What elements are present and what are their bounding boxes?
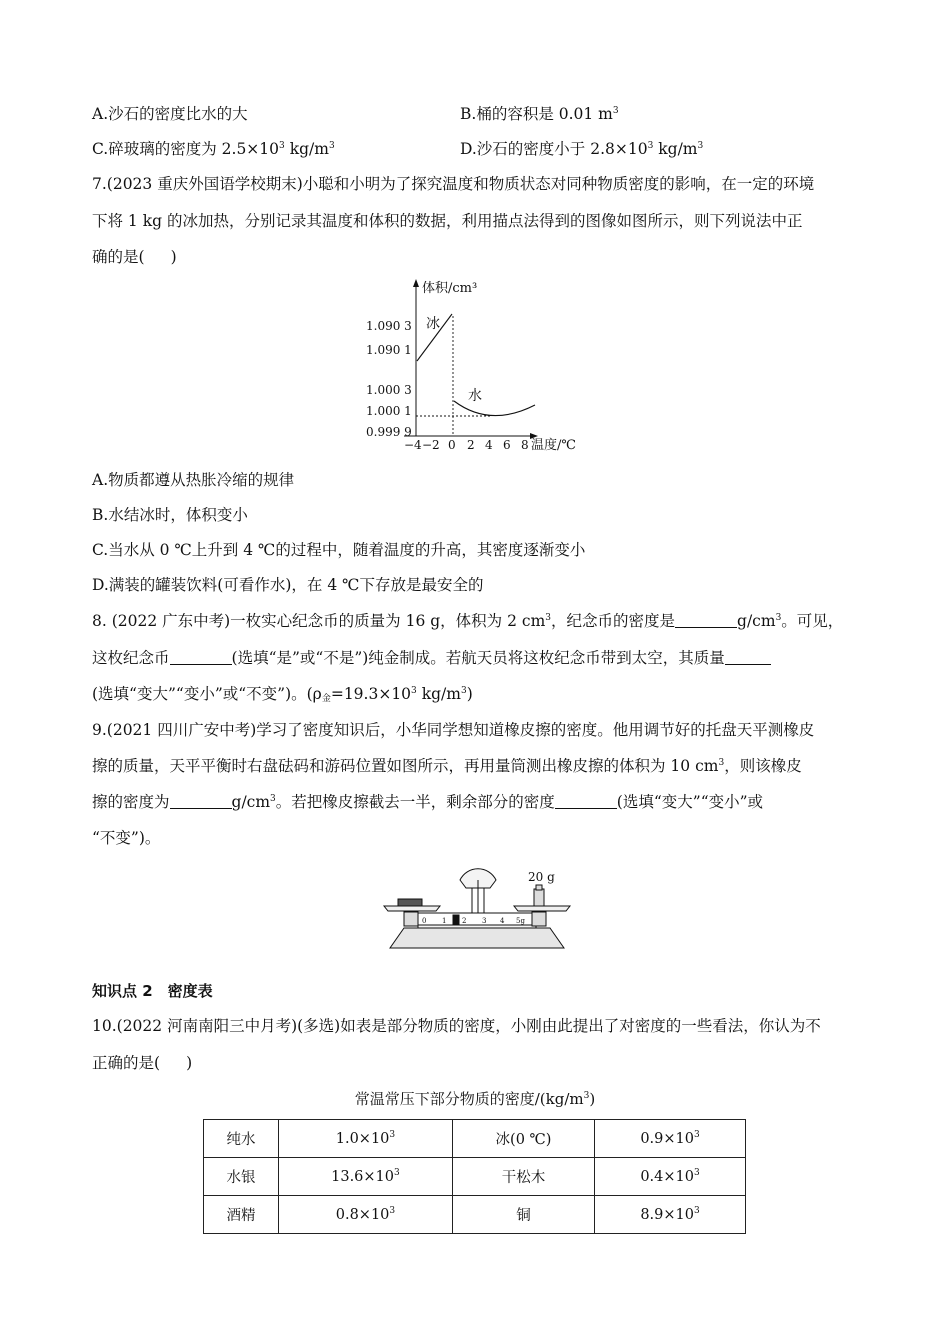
q7-option-d: D.满装的罐装饮料(可看作水)，在 4 ℃下存放是最安全的 <box>92 576 484 594</box>
scale-2: 2 <box>462 917 467 925</box>
q6-option-b: B.桶的容积是 0.01 $m^3$ <box>460 105 619 123</box>
q9-line1: 9.(2021 四川广安中考)学习了密度知识后，小华同学想知道橡皮擦的密度。他用调节好的托盘天平测橡皮 <box>92 721 815 739</box>
q9-density-blank[interactable] <box>170 794 232 809</box>
q7-option-a: A.物质都遵从热胀冷缩的规律 <box>92 471 295 489</box>
x-tick-4: 4 <box>485 438 493 452</box>
table-cell: $1.0\times 10^3$ <box>278 1120 452 1158</box>
balance-figure <box>378 858 576 954</box>
table-cell: $13.6\times 10^3$ <box>278 1158 452 1196</box>
weight-label: 20 g <box>528 870 555 884</box>
weight-20g <box>534 889 544 906</box>
y-tick-0-9999: 0.999 9 <box>366 425 412 439</box>
table-cell: $0.8\times 10^3$ <box>278 1196 452 1234</box>
x-tick-2: 2 <box>467 438 475 452</box>
table-caption: 常温常压下部分物质的密度$/(kg/m^3)$ <box>354 1090 596 1108</box>
q9-line3: 擦的密度为 $g/cm^3$。若把橡皮擦截去一半，剩余部分的密度 (选填“变大”“变小”或 <box>92 793 764 811</box>
q7-option-c: C.当水从 0 ℃上升到 4 ℃的过程中，随着温度的升高，其密度逐渐变小 <box>92 541 586 559</box>
q9-line4: “不变”)。 <box>92 829 161 847</box>
scale-3: 3 <box>482 917 487 925</box>
q8-mass-blank[interactable] <box>725 650 771 665</box>
table-row <box>204 1196 746 1234</box>
scale-1: 1 <box>442 917 447 925</box>
x-tick-8: 8 <box>521 438 529 452</box>
q7-stem-line1: 7.(2023 重庆外国语学校期末)小聪和小明为了探究温度和物质状态对同种物质密度的影响，在一定的环境 <box>92 175 815 193</box>
volume-temperature-chart <box>360 276 600 458</box>
y-axis-arrow <box>413 279 419 287</box>
x-tick-neg4: −4 <box>404 438 422 452</box>
q8-density-blank[interactable] <box>675 613 737 628</box>
table-cell: $0.9\times 10^3$ <box>595 1120 746 1158</box>
scale-5g: 5g <box>516 917 525 925</box>
section-heading: 知识点 2 密度表 <box>92 982 213 1000</box>
q7-stem-line2: 下将 1 kg 的冰加热，分别记录其温度和体积的数据，利用描点法得到的图像如图所示，则下列说法中正 <box>92 212 803 230</box>
eraser-on-pan <box>398 899 422 906</box>
table-row <box>204 1158 746 1196</box>
scale-0: 0 <box>422 917 427 925</box>
q9-change-blank[interactable] <box>555 794 617 809</box>
q6-option-d: D.沙石的密度小于 $2.8\times 10^3$ $kg/m^3$ <box>460 140 704 158</box>
right-pan-post <box>532 912 546 926</box>
y-axis-label: 体积/cm³ <box>422 281 478 296</box>
right-pan <box>514 906 570 911</box>
table-cell: 铜 <box>452 1196 594 1234</box>
y-tick-1-0901: 1.090 1 <box>366 343 412 357</box>
table-cell: 水银 <box>204 1158 279 1196</box>
y-tick-1-0001: 1.000 1 <box>366 404 412 418</box>
q10-line1: 10.(2022 河南南阳三中月考)(多选)如表是部分物质的密度，小刚由此提出了对密度的一些看法，你认为不 <box>92 1017 821 1035</box>
left-pan-post <box>404 912 418 926</box>
q7-stem-line3: 确的是( ) <box>92 248 177 266</box>
q8-line1: 8. (2022 广东中考)一枚实心纪念币的质量为 16 g，体积为 2 $cm^3$，纪念币的密度是 $g/cm^3$。可见， <box>92 612 844 630</box>
q6-option-c: C.碎玻璃的密度为 $2.5\times 10^3$ $kg/m^3$ <box>92 140 335 158</box>
q8-line3: (选填“变大”“变小”或“不变”)。($\rho_金=19.3\times 10^3$ $kg/m^3$) <box>92 685 473 704</box>
table-cell: 冰(0 ℃) <box>452 1120 594 1158</box>
x-tick-0: 0 <box>448 438 456 452</box>
table-cell: 酒精 <box>204 1196 279 1234</box>
table-cell: $0.4\times 10^3$ <box>595 1158 746 1196</box>
y-tick-1-0003: 1.000 3 <box>366 383 412 397</box>
table-row <box>204 1120 746 1158</box>
y-tick-1-0903: 1.090 3 <box>366 319 412 333</box>
q8-gold-blank[interactable] <box>170 650 232 665</box>
table-cell: 纯水 <box>204 1120 279 1158</box>
rider <box>453 915 459 924</box>
table-cell: $8.9\times 10^3$ <box>595 1196 746 1234</box>
q10-line2: 正确的是( ) <box>92 1054 193 1072</box>
q7-option-b: B.水结冰时，体积变小 <box>92 506 248 524</box>
q9-line2: 擦的质量，天平平衡时右盘砝码和游码位置如图所示，再用量筒测出橡皮擦的体积为 10 $cm^3$，则该橡皮 <box>92 757 802 775</box>
water-label: 水 <box>468 388 482 404</box>
ice-label: 冰 <box>426 316 440 332</box>
left-pan <box>384 906 440 911</box>
density-table <box>203 1119 746 1234</box>
balance-base <box>390 928 564 948</box>
q6-option-a: A.沙石的密度比水的大 <box>92 105 248 123</box>
water-curve <box>454 401 535 416</box>
x-tick-neg2: −2 <box>422 438 440 452</box>
q8-line2: 这枚纪念币 (选填“是”或“不是”)纯金制成。若航天员将这枚纪念币带到太空，其质量 <box>92 648 771 668</box>
x-tick-6: 6 <box>503 438 511 452</box>
scale-4: 4 <box>500 917 505 925</box>
table-cell: 干松木 <box>452 1158 594 1196</box>
x-axis-label: 温度/℃ <box>531 438 576 453</box>
